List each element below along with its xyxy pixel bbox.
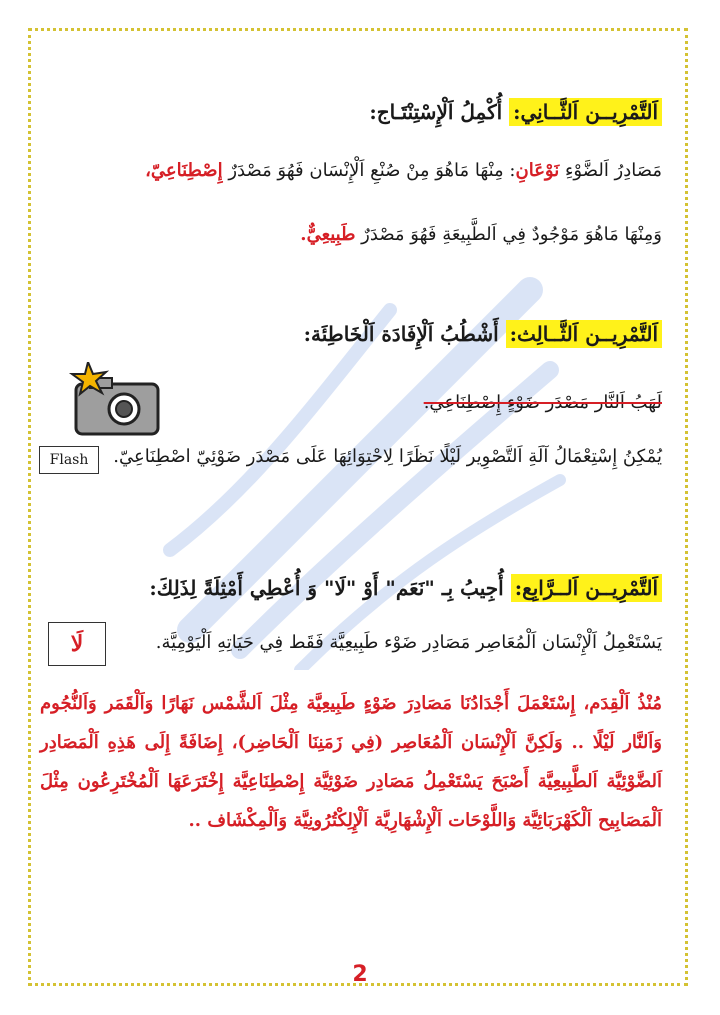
camera-flash-icon	[68, 362, 164, 438]
exercise2-line2	[300, 224, 662, 245]
exercise3-title	[304, 322, 662, 346]
exercise2-answer-3: طَبِيعِيٌّ.	[300, 224, 356, 245]
exercise4-answer-box: لَا	[48, 622, 106, 666]
exercise2-line1-text-b: : مِنْهَا مَاهُوَ مِنْ صُنْعِ اَلْإِنْسَان فَهُوَ مَصْدَرٌ	[222, 160, 516, 181]
exercise2-line1	[145, 160, 662, 181]
exercise2-title	[369, 100, 662, 124]
exercise2-line2-text: وَمِنْهَا مَاهُوَ مَوْجُودٌ فِي اَلطَّبِيعَةِ فَهُوَ مَصْدَرٌ	[355, 224, 662, 245]
exercise2-answer-1: نَوْعَانِ	[515, 160, 560, 181]
page-number: 2	[352, 962, 368, 987]
exercise2-title-rest: أُكْمِلُ اَلْإِسْتِنْتَـاج:	[369, 100, 510, 124]
exercise4-question: يَسْتَعْمِلُ اَلْإِنْسَان اَلْمُعَاصِر مَصَادِر ضَوْء طَبِيعِيَّة فَقَط فِي حَيَاتِهِ اَلْيَوْمِيَّة.	[155, 632, 662, 653]
exercise4-title-rest: أُجِيبُ بِـ "نَعَم" أَوْ "لَا" وَ أُعْطِي أَمْثِلَةً لِذَلِكَ:	[149, 576, 511, 600]
exercise2-title-highlight: اَلتَّمْرِيــن اَلثَّــانِي:	[509, 98, 662, 126]
exercise3-title-highlight: اَلتَّمْرِيــن اَلثَّــالِث:	[506, 320, 662, 348]
exercise4-explanation: مُنْذُ اَلْقِدَم، إِسْتَعْمَلَ أَجْدَادُنَا مَصَادِرَ ضَوْءٍ طَبِيعِيَّة مِثْلَ اَلشَّمْس نَهَارًا وَاَلْقَمَر وَاَلنُّجُوم وَاَلنَّار لَيْلًا .. وَلَكِنَّ اَلْإِنْسَان اَلْمُعَاصِر (فِي زَمَنِنَا اَلْحَاضِر)، إِضَافَةً إِلَى هَذِهِ اَلْمَصَادِر اَلضَّوْئِيَّة اَلطَّبِيعِيَّة أَصْبَحَ يَسْتَعْمِلُ مَصَادِر ضَوْئِيَّة إِصْطِنَاعِيَّة إِخْتَرَعَهَا اَلْمُخْتَرِعُون مِثْلَ اَلْمَصَابِيح اَلْكَهْرَبَائِيَّة وَاللَّوْحَات اَلْإِشْهَارِيَّة اَلْإِلِكْتُرُونِيَّة وَاَلْمِكْشَاف ..	[40, 693, 662, 831]
exercise4-title	[149, 576, 662, 600]
exercise4-title-highlight: اَلتَّمْرِيــن اَلــرَّابِع:	[511, 574, 662, 602]
exercise3-title-rest: أَشْطُبُ اَلْإِفَادَة اَلْخَاطِئَة:	[303, 322, 506, 346]
struck-sentence: لَهَبُ اَلنَّار مَصْدَر ضَوْءٍ إِصْطِنَاعِي.	[423, 392, 662, 413]
exercise2-answer-2: إِصْطِنَاعِيّ،	[145, 160, 223, 181]
exercise3-sentence: يُمْكِنُ إِسْتِعْمَالُ آلَةِ اَلتَّصْوِير لَيْلًا نَظَرًا لِاحْتِوَائِهَا عَلَى مَصْدَر ضَوْئِيّ اصْطِنَاعِيّ.	[113, 446, 662, 467]
exercise2-line1-text-a: مَصَادِرُ اَلضَّوْءِ	[559, 160, 662, 181]
flash-label-box: Flash	[39, 446, 99, 474]
